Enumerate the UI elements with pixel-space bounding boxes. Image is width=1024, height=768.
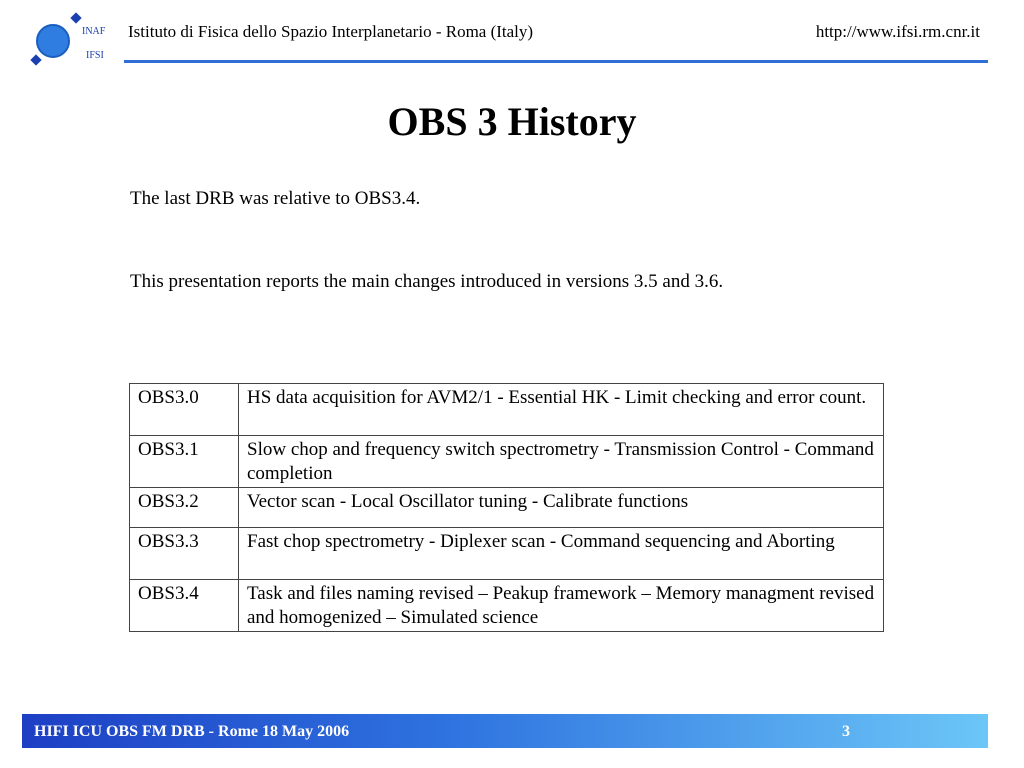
intro-paragraph: The last DRB was relative to OBS3.4. bbox=[130, 188, 421, 209]
footer-bar bbox=[22, 714, 988, 748]
description-cell: Task and files naming revised – Peakup framework – Memory managment revised and homogenized – Simulated science bbox=[239, 580, 884, 632]
institute-name: Istituto di Fisica dello Spazio Interplanetario - Roma (Italy) bbox=[128, 22, 534, 41]
description-cell: Vector scan - Local Oscillator tuning - Calibrate functions bbox=[239, 488, 884, 528]
header-divider bbox=[124, 60, 988, 63]
version-cell: OBS3.3 bbox=[130, 528, 239, 580]
slide-title: OBS 3 History bbox=[387, 99, 637, 144]
logo-ifsi-label: IFSI bbox=[86, 50, 104, 61]
version-cell: OBS3.0 bbox=[130, 384, 239, 436]
table-row bbox=[130, 436, 884, 488]
version-cell: OBS3.2 bbox=[130, 488, 239, 528]
logo-diamond-icon bbox=[70, 12, 81, 23]
logo-circle-icon bbox=[36, 24, 70, 58]
obs-history-table bbox=[129, 383, 884, 632]
footer-title: HIFI ICU OBS FM DRB - Rome 18 May 2006 bbox=[34, 723, 350, 740]
version-cell: OBS3.4 bbox=[130, 580, 239, 632]
logo-diamond-icon bbox=[30, 54, 41, 65]
description-cell: HS data acquisition for AVM2/1 - Essential HK - Limit checking and error count. bbox=[239, 384, 884, 436]
table-row bbox=[130, 488, 884, 528]
description-cell: Fast chop spectrometry - Diplexer scan - Command sequencing and Aborting bbox=[239, 528, 884, 580]
inaf-ifsi-logo bbox=[26, 10, 126, 70]
page-number: 3 bbox=[842, 723, 850, 740]
summary-paragraph: This presentation reports the main changes introduced in versions 3.5 and 3.6. bbox=[130, 271, 724, 292]
logo-inaf-label: INAF bbox=[82, 26, 106, 37]
version-cell: OBS3.1 bbox=[130, 436, 239, 488]
description-cell: Slow chop and frequency switch spectrometry - Transmission Control - Command completion bbox=[239, 436, 884, 488]
table-row bbox=[130, 580, 884, 632]
table-row bbox=[130, 384, 884, 436]
institute-url: http://www.ifsi.rm.cnr.it bbox=[815, 22, 980, 41]
table-row bbox=[130, 528, 884, 580]
